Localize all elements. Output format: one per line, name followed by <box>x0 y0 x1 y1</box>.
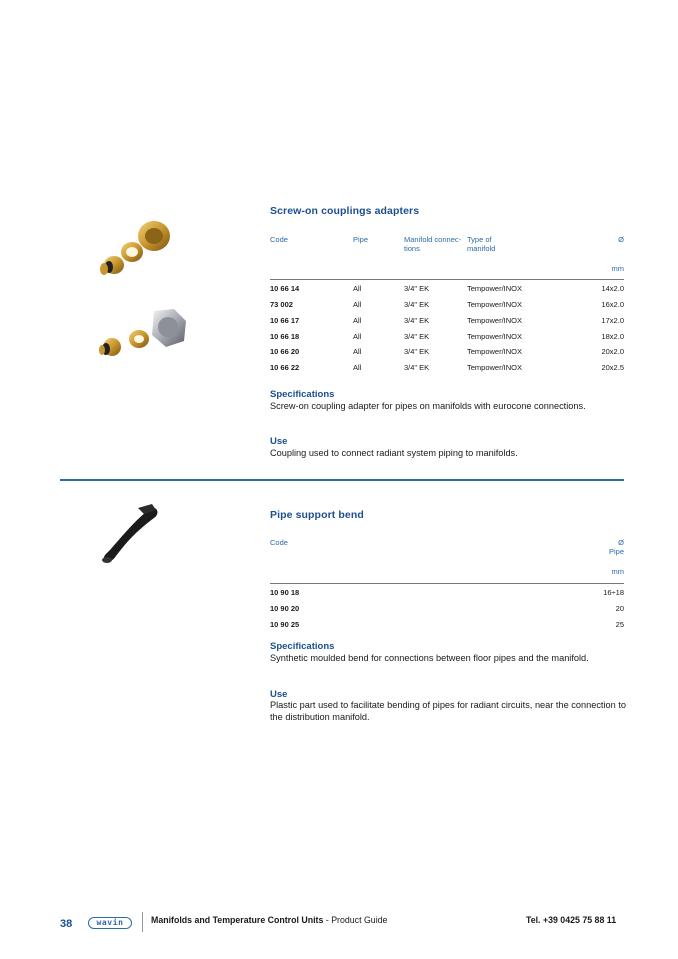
header-unit-mm: mm <box>611 567 624 576</box>
section-title-coupling-adapters: Screw-on couplings adapters <box>270 205 420 217</box>
guide-title: Manifolds and Temperature Control Units <box>151 915 324 925</box>
footer-separator <box>142 912 143 932</box>
specifications-heading: Specifications <box>270 641 335 652</box>
row-manifold-type: Tempower/INOX <box>467 332 523 341</box>
header-manifold-connections: Manifold connec- tions <box>404 235 462 253</box>
row-dimension: 25 <box>615 620 624 629</box>
footer-phone: Tel. +39 0425 75 88 11 <box>526 915 617 925</box>
row-code: 10 90 20 <box>270 604 300 613</box>
row-dimension: 20x2.5 <box>601 363 624 372</box>
row-dimension: 17x2.0 <box>601 316 624 325</box>
specifications-text: Synthetic moulded bend for connections between floor pipes and the manifold. <box>270 653 589 663</box>
row-code: 10 90 18 <box>270 588 300 597</box>
row-manifold-type: Tempower/INOX <box>467 284 523 293</box>
row-dimension: 14x2.0 <box>601 284 624 293</box>
row-code: 10 66 17 <box>270 316 300 325</box>
header-unit-mm: mm <box>611 264 624 273</box>
row-pipe: All <box>353 347 362 356</box>
coupling-adapter-brass-image <box>92 212 182 292</box>
row-pipe: All <box>353 363 362 372</box>
row-pipe: All <box>353 284 362 293</box>
page-number: 38 <box>60 918 73 930</box>
table-rule <box>270 583 624 584</box>
row-connection: 3/4" EK <box>404 300 430 309</box>
header-pipe: Pipe <box>353 235 369 244</box>
pipe-support-bend-image <box>98 500 163 570</box>
use-heading: Use <box>270 689 288 700</box>
row-code: 10 66 18 <box>270 332 300 341</box>
row-dimension: 18x2.0 <box>601 332 624 341</box>
section-divider <box>60 479 624 481</box>
coupling-adapter-chrome-image <box>94 303 194 378</box>
use-heading: Use <box>270 436 288 447</box>
specifications-heading: Specifications <box>270 389 335 400</box>
row-pipe: All <box>353 300 362 309</box>
row-pipe: All <box>353 332 362 341</box>
header-pipe: Pipe <box>608 547 624 556</box>
row-dimension: 16x2.0 <box>601 300 624 309</box>
use-text: Plastic part used to facilitate bending of pipes for radiant circuits, near the connection to the distribution manifold. <box>270 700 626 722</box>
use-text: Coupling used to connect radiant system piping to manifolds. <box>270 448 518 458</box>
row-code: 10 66 20 <box>270 347 300 356</box>
header-code: Code <box>270 538 288 547</box>
footer-guide-title <box>151 915 387 925</box>
row-connection: 3/4" EK <box>404 347 430 356</box>
specifications-text: Screw-on coupling adapter for pipes on manifolds with eurocone connections. <box>270 401 586 411</box>
row-manifold-type: Tempower/INOX <box>467 300 523 309</box>
row-dimension: 16÷18 <box>603 588 624 597</box>
row-dimension: 20 <box>615 604 624 613</box>
wavin-logo: wavin <box>88 917 132 929</box>
row-manifold-type: Tempower/INOX <box>467 347 523 356</box>
row-manifold-type: Tempower/INOX <box>467 363 523 372</box>
row-connection: 3/4" EK <box>404 316 430 325</box>
row-code: 10 66 14 <box>270 284 300 293</box>
table-rule <box>270 279 624 280</box>
section-title-pipe-support-bend: Pipe support bend <box>270 509 364 521</box>
row-code: 10 66 22 <box>270 363 300 372</box>
guide-suffix: - Product Guide <box>323 915 388 925</box>
row-connection: 3/4" EK <box>404 284 430 293</box>
row-code: 10 90 25 <box>270 620 300 629</box>
header-diameter: Ø <box>618 235 624 244</box>
header-code: Code <box>270 235 288 244</box>
row-manifold-type: Tempower/INOX <box>467 316 523 325</box>
row-connection: 3/4" EK <box>404 363 430 372</box>
row-pipe: All <box>353 316 362 325</box>
header-diameter: Ø <box>618 538 624 547</box>
row-connection: 3/4" EK <box>404 332 430 341</box>
row-dimension: 20x2.0 <box>601 347 624 356</box>
row-code: 73 002 <box>270 300 293 309</box>
header-manifold-type: Type of manifold <box>467 235 496 253</box>
